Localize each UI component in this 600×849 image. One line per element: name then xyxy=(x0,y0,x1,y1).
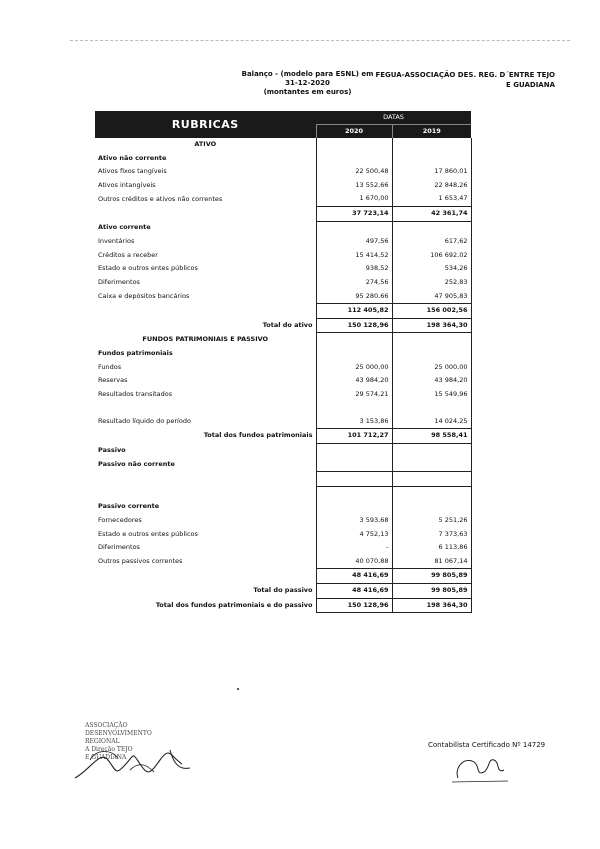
table-row: Diferimentos - 6 113,86 xyxy=(95,541,471,555)
table-row: Caixa e depósitos bancários 95 280,66 47 905,83 xyxy=(95,290,471,304)
table-row: Inventários 497,56 617,62 xyxy=(95,235,471,249)
table-row: Créditos a receber 15 414,52 106 692,02 xyxy=(95,249,471,263)
accountant-signature xyxy=(450,748,510,788)
table-row: Estado e outros entes públicos 938,52 534,26 xyxy=(95,262,471,276)
table-row: Outros passivos correntes 40 070,88 81 067,14 xyxy=(95,555,471,569)
speck xyxy=(237,688,239,690)
subtotal-row: 37 723,14 42 361,74 xyxy=(95,206,471,221)
subtotal-row: 48 416,69 99 805,89 xyxy=(95,569,471,584)
year-2020-header: 2020 xyxy=(316,125,392,139)
datas-header: DATAS xyxy=(316,111,471,125)
scan-artifact-line xyxy=(70,40,570,43)
title-line-3: (montantes em euros) xyxy=(263,88,352,96)
rubricas-header: RUBRICAS xyxy=(95,111,316,138)
group-heading: Passivo xyxy=(98,445,126,454)
table-row: Fundos 25 000,00 25 000,00 xyxy=(95,361,471,375)
group-heading: Ativo corrente xyxy=(98,223,151,232)
accountant-number: 14729 xyxy=(522,741,546,749)
total-fp-row: Total dos fundos patrimoniais 101 712,27 98 558,41 xyxy=(95,429,471,444)
accountant-label: Contabilista Certificado Nº 14729 xyxy=(428,741,546,749)
table-row: Outros créditos e ativos não correntes 1 670,00 1 653,47 xyxy=(95,192,471,206)
total-passivo-row: Total do passivo 48 416,69 99 805,89 xyxy=(95,584,471,599)
section-heading: ATIVO xyxy=(194,140,217,148)
document-title xyxy=(240,70,375,97)
org-line-2: E GUADIANA xyxy=(506,81,555,89)
subtotal-row: 112 405,82 156 002,56 xyxy=(95,304,471,319)
table-row: Estado e outros entes públicos 4 752,13 7 373,63 xyxy=(95,528,471,542)
table-row: Fornecedores 3 593,68 5 251,26 xyxy=(95,514,471,528)
section-heading: FUNDOS PATRIMONIAIS E PASSIVO xyxy=(142,335,269,344)
table-row: Diferimentos 274,56 252,83 xyxy=(95,276,471,290)
balance-sheet-table xyxy=(95,111,472,613)
table-row: Reservas 43 984,20 43 984,20 xyxy=(95,374,471,388)
total-fp-passivo-row: Total dos fundos patrimoniais e do passivo 150 128,96 198 364,30 xyxy=(95,598,471,613)
group-heading: Passivo corrente xyxy=(98,502,160,511)
organization-name xyxy=(375,70,555,90)
table-row: Ativos fixos tangíveis 22 500,48 17 860,01 xyxy=(95,165,471,179)
association-stamp: ASSOCIAÇÃO DESENVOLVIMENTO REGIONAL A Direção TEJO E GUADIANA xyxy=(85,722,152,761)
title-line-1: Balanço - (modelo para ESNL) em xyxy=(241,70,374,78)
group-heading: Fundos patrimoniais xyxy=(98,348,173,357)
title-line-2: 31-12-2020 xyxy=(285,79,330,87)
direction-signature xyxy=(70,730,200,785)
total-ativo-row: Total do ativo 150 128,96 198 364,30 xyxy=(95,318,471,333)
table-row: Resultado líquido do período 3 153,86 14 024,25 xyxy=(95,415,471,429)
group-heading: Ativo não corrente xyxy=(98,153,167,162)
group-heading: Passivo não corrente xyxy=(98,459,175,468)
table-row: Ativos intangíveis 13 552,66 22 848,26 xyxy=(95,179,471,193)
table-row: Resultados transitados 29 574,21 15 549,96 xyxy=(95,388,471,402)
year-2019-header: 2019 xyxy=(392,125,471,139)
org-line-1: FEGUA-ASSOCIAÇÃO DES. REG. D´ENTRE TEJO xyxy=(375,71,555,79)
